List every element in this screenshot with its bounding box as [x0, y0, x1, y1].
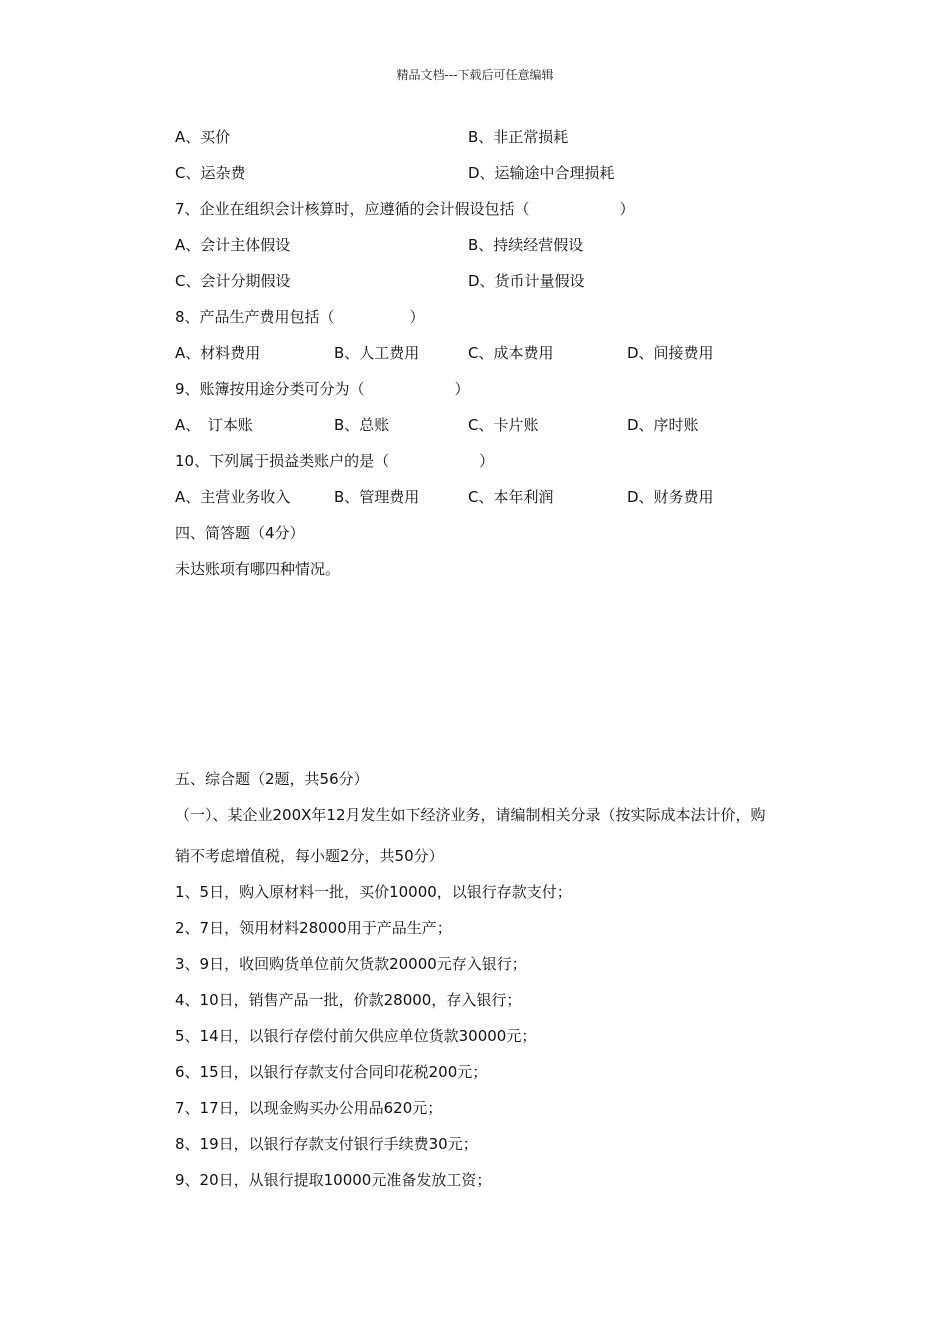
question-9: 9、账簿按用途分类可分为（ ）	[175, 380, 470, 398]
question-7: 7、企业在组织会计核算时，应遵循的会计假设包括（ ）	[175, 200, 635, 218]
list-item: 7、17日，以现金购买办公用品620元；	[175, 1099, 443, 1117]
q8-option-c: C、成本费用	[468, 344, 554, 362]
q10-option-d: D、财务费用	[627, 488, 714, 506]
q9-option-a: A、 订本账	[175, 416, 253, 434]
section-4-title: 四、简答题（4分）	[175, 524, 305, 542]
q6-option-d: D、运输途中合理损耗	[468, 164, 615, 182]
q7-option-c: C、会计分期假设	[175, 272, 291, 290]
list-item: 4、10日，销售产品一批，价款28000，存入银行；	[175, 991, 522, 1009]
q10-option-c: C、本年利润	[468, 488, 554, 506]
question-10: 10、下列属于损益类账户的是（ ）	[175, 452, 495, 470]
q9-option-c: C、卡片账	[468, 416, 539, 434]
list-item: 9、20日，从银行提取10000元准备发放工资；	[175, 1171, 492, 1189]
section-5-title: 五、综合题（2题，共56分）	[175, 770, 369, 788]
q7-option-d: D、货币计量假设	[468, 272, 585, 290]
q6-option-a: A、买价	[175, 128, 231, 146]
q8-option-a: A、材料费用	[175, 344, 261, 362]
q8-option-b: B、人工费用	[334, 344, 420, 362]
q8-option-d: D、间接费用	[627, 344, 714, 362]
section-4-question: 未达账项有哪四种情况。	[175, 560, 341, 578]
list-item: 6、15日，以银行存款支付合同印花税200元；	[175, 1063, 488, 1081]
q6-option-c: C、运杂费	[175, 164, 246, 182]
list-item: 1、5日，购入原材料一批，买价10000，以银行存款支付；	[175, 883, 572, 901]
section-5-intro-line-1: （一）、某企业200X年12月发生如下经济业务，请编制相关分录（按实际成本法计价，购	[175, 806, 766, 824]
q6-option-b: B、非正常损耗	[468, 128, 569, 146]
section-5-intro-line-2: 销不考虑增值税，每小题2分，共50分）	[175, 847, 444, 865]
list-item: 3、9日，收回购货单位前欠货款20000元存入银行；	[175, 955, 527, 973]
q10-option-a: A、主营业务收入	[175, 488, 291, 506]
list-item: 5、14日，以银行存偿付前欠供应单位货款30000元；	[175, 1027, 537, 1045]
q9-option-d: D、序时账	[627, 416, 699, 434]
list-item: 8、19日，以银行存款支付银行手续费30元；	[175, 1135, 478, 1153]
list-item: 2、7日，领用材料28000用于产品生产；	[175, 919, 452, 937]
q10-option-b: B、管理费用	[334, 488, 420, 506]
q7-option-a: A、会计主体假设	[175, 236, 291, 254]
q9-option-b: B、总账	[334, 416, 390, 434]
q7-option-b: B、持续经营假设	[468, 236, 584, 254]
page-header: 精品文档---下载后可任意编辑	[396, 68, 554, 82]
question-8: 8、产品生产费用包括（ ）	[175, 308, 425, 326]
